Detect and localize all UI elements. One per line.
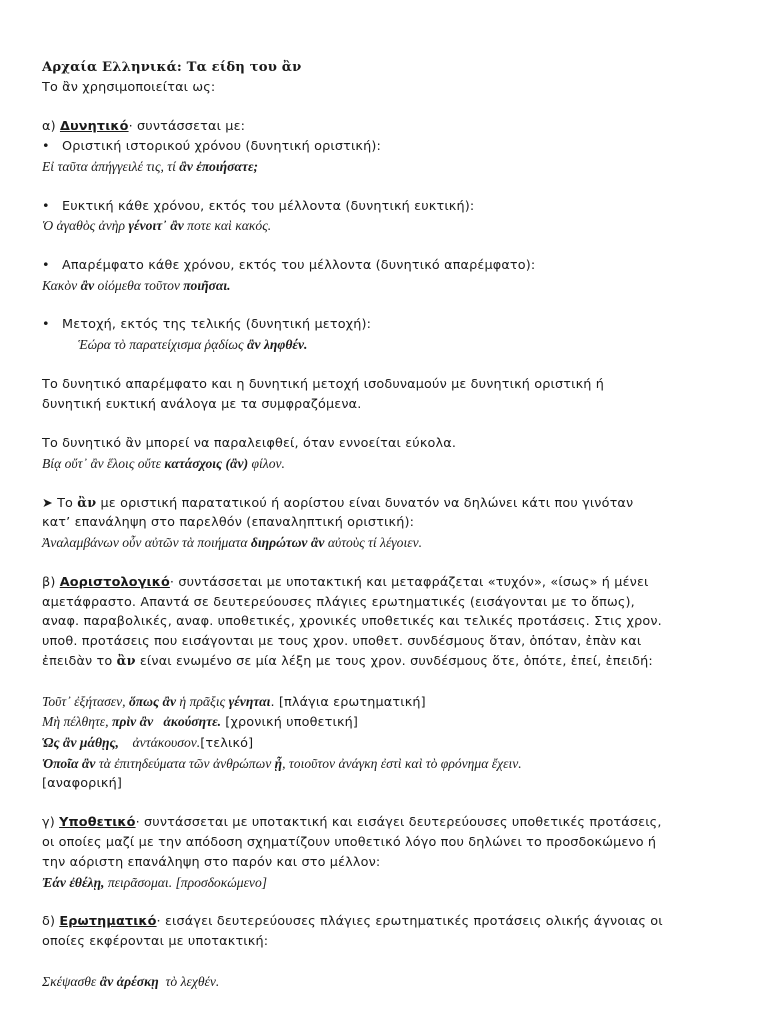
arrow-bold: ἂν: [77, 495, 97, 511]
section-d-heading: [42, 912, 732, 932]
example-text: τὰ ἐπιτηδεύματα τῶν ἀνθρώπων: [95, 755, 275, 771]
section-a-heading: [42, 117, 732, 137]
body-text: είναι ενωμένο σε μία λέξη με τους χρον. συνδέσμους ὅτε, ὁπότε, ἐπεί, ἐπειδή:: [135, 653, 653, 669]
bullet-item: [42, 137, 732, 157]
arrow-icon: ➤: [42, 495, 53, 511]
example-text: ἡ πρᾶξις: [176, 693, 229, 709]
example-bold: ὅπως ἂν: [128, 693, 177, 709]
arrow-text: Το: [52, 495, 78, 511]
example-bold: ἂν: [80, 277, 95, 293]
example-line: [42, 335, 732, 355]
section-b-heading-tail: · συντάσσεται με υποτακτική και μεταφράζεται «τυχόν», «ίσως» ή μένει: [169, 574, 649, 590]
bullet-label: Ευκτική κάθε χρόνου, εκτός του μέλλοντα (δυνητική ευκτική):: [62, 198, 475, 214]
arrow-text: με οριστική παρατατικού ή αορίστου είναι δυνατόν να δηλώνει κάτι που γινόταν: [96, 495, 634, 511]
example-line: [42, 276, 732, 296]
example-line: [42, 972, 732, 992]
example-bold: ἀκούσητε.: [163, 714, 222, 730]
body-line: υποθ. προτάσεις που εισάγονται με τους χρον. υποθετ. συνδέσμους ὅταν, ὁπόταν, ἐπὰν και: [42, 634, 642, 650]
note-line: κατ’ επανάληψη στο παρελθόν (επαναληπτική οριστική):: [42, 515, 415, 531]
example-text: Κακὸν: [42, 277, 81, 293]
example-text: πειρᾶσομαι. [προσδοκώμενο]: [104, 874, 268, 890]
section-d-heading-tail: · εισάγει δευτερεύουσες πλάγιες ερωτηματικές προτάσεις ολικής άγνοιας οι: [156, 914, 663, 930]
section-b-heading: [42, 573, 732, 593]
body-text: ἐπειδὰν το: [42, 653, 117, 669]
body-line: οι οποίες μαζί με την απόδοση σχηματίζουν υποθετικό λόγο που δηλώνει το προσδοκώμενο ή: [42, 835, 657, 851]
body-line: την αόριστη επανάληψη στο παρόν και στο μέλλον:: [42, 854, 381, 870]
bullet-item: [42, 315, 732, 335]
section-d-marker: δ): [42, 914, 60, 930]
bullet-icon: •: [42, 317, 50, 333]
example-bold: γένοιτ᾽ ἂν: [128, 218, 184, 234]
bullet-item: [42, 256, 732, 276]
example-text: Ἀναλαμβάνων οὖν αὐτῶν τὰ ποιήματα: [42, 535, 251, 551]
example-bold: ᾖ: [274, 755, 283, 771]
note-line: Το δυνητικό απαρέμφατο και η δυνητική μετοχή ισοδυναμούν με δυνητική οριστική ή: [42, 376, 605, 392]
example-note: [χρονική υποθετική]: [221, 715, 359, 731]
intro-line: Το ἂν χρησιμοποιείται ως:: [42, 79, 216, 95]
example-bold: ἂν ἀρέσκῃ: [99, 973, 159, 989]
example-line: [42, 216, 732, 236]
example-bold: πρὶν ἂν: [111, 714, 154, 730]
example-line: [42, 692, 732, 713]
example-text: οἰόμεθα τοῦτον: [94, 277, 184, 293]
section-a-marker: α): [42, 119, 60, 135]
example-text: Βίᾳ οὔτ᾽ ἂν ἕλοις οὔτε: [42, 455, 165, 471]
section-c-heading-tail: · συντάσσεται με υποτακτική και εισάγει δευτερεύουσες υποθετικές προτάσεις,: [135, 815, 662, 831]
bullet-label: Οριστική ιστορικού χρόνου (δυνητική οριστική):: [62, 139, 381, 155]
section-b-marker: β): [42, 574, 60, 590]
body-bold: ἂν: [116, 653, 136, 669]
example-line: [42, 712, 732, 733]
example-line: [42, 157, 732, 177]
example-line: [42, 873, 732, 893]
example-bold: ποιῆσαι.: [183, 277, 231, 293]
example-text: Μὴ πέλθητε,: [42, 714, 112, 730]
example-note: [τελικό]: [200, 736, 254, 752]
section-b-title: Αοριστολογικό: [59, 574, 170, 590]
bullet-item: [42, 197, 732, 217]
example-text: Ἑώρα τὸ παρατείχισμα ῥᾳδίως: [78, 337, 247, 353]
section-d-title: Ερωτηματικό: [59, 914, 157, 930]
example-bold: διηρώτων ἂν: [250, 535, 325, 551]
example-bold: γένηται: [228, 693, 271, 709]
bullet-label: Μετοχή, εκτός της τελικής (δυνητική μετοχή):: [62, 317, 372, 333]
bullet-icon: •: [42, 198, 50, 214]
example-line: [42, 533, 732, 553]
example-text: , τοιοῦτον ἀνάγκη ἐστὶ καὶ τὸ φρόνημα ἔχειν.: [282, 755, 522, 771]
example-text: φίλον.: [248, 455, 285, 471]
section-c-title: Υποθετικό: [59, 815, 136, 831]
body-line: [42, 652, 732, 672]
note-line: Το δυνητικό ἂν μπορεί να παραλειφθεί, όταν εννοείται εύκολα.: [42, 436, 457, 452]
example-text: Σκέψασθε: [42, 973, 100, 989]
example-text: αὐτοὺς τί λέγοιεν.: [324, 535, 423, 551]
body-line: αναφ. παραβολικές, αναφ. υποθετικές, χρονικές υποθετικές και τελικές προτάσεις. Στις χρον.: [42, 614, 662, 630]
example-text: Ὁ ἀγαθὸς ἀνὴρ: [42, 218, 129, 234]
section-a-heading-tail: · συντάσσεται με:: [128, 119, 246, 135]
document-page: [42, 58, 732, 991]
example-text: τὸ λεχθέν.: [158, 973, 220, 989]
example-bold: Ὡς ἂν μάθῃς,: [42, 735, 119, 751]
example-text: [153, 714, 163, 729]
example-line: [42, 454, 732, 474]
example-text: ποτε καὶ κακός.: [183, 218, 272, 234]
example-line: [42, 733, 732, 754]
example-text: ἀντάκουσον.: [118, 735, 201, 751]
example-bold: κατάσχοις (ἂν): [164, 455, 249, 471]
bullet-icon: •: [42, 139, 50, 155]
example-bold: ἂν ληφθέν.: [246, 337, 308, 353]
section-c-heading: [42, 813, 732, 833]
document-title: Αρχαία Ελληνικά: Τα είδη του ἂν: [42, 60, 302, 75]
example-bold: ἂν ἐποιήσατε;: [179, 158, 259, 174]
example-note: . [πλάγια ερωτηματική]: [270, 694, 426, 710]
arrow-note: [42, 494, 732, 514]
bullet-icon: •: [42, 257, 50, 273]
example-text: Τοῦτ᾽ ἐξήτασεν,: [42, 693, 129, 709]
example-bold: Ἐάν ἐθέλῃ,: [42, 874, 105, 890]
body-line: οποίες εκφέρονται με υποτακτική:: [42, 934, 269, 950]
example-bold: Ὁποῖα ἂν: [42, 755, 96, 771]
bullet-label: Απαρέμφατο κάθε χρόνου, εκτός του μέλλοντα (δυνητικό απαρέμφατο):: [62, 257, 536, 273]
body-line: αμετάφραστο. Απαντά σε δευτερεύουσες πλάγιες ερωτηματικές (εισάγονται με το ὅπως),: [42, 594, 635, 610]
example-text: Εἰ ταῦτα ἀπήγγειλέ τις, τί: [42, 158, 180, 174]
example-line: [42, 754, 732, 774]
example-note: [αναφορική]: [42, 775, 123, 791]
section-c-marker: γ): [42, 815, 60, 831]
note-line: δυνητική ευκτική ανάλογα με τα συμφραζόμενα.: [42, 396, 362, 412]
section-a-title: Δυνητικό: [59, 119, 129, 135]
